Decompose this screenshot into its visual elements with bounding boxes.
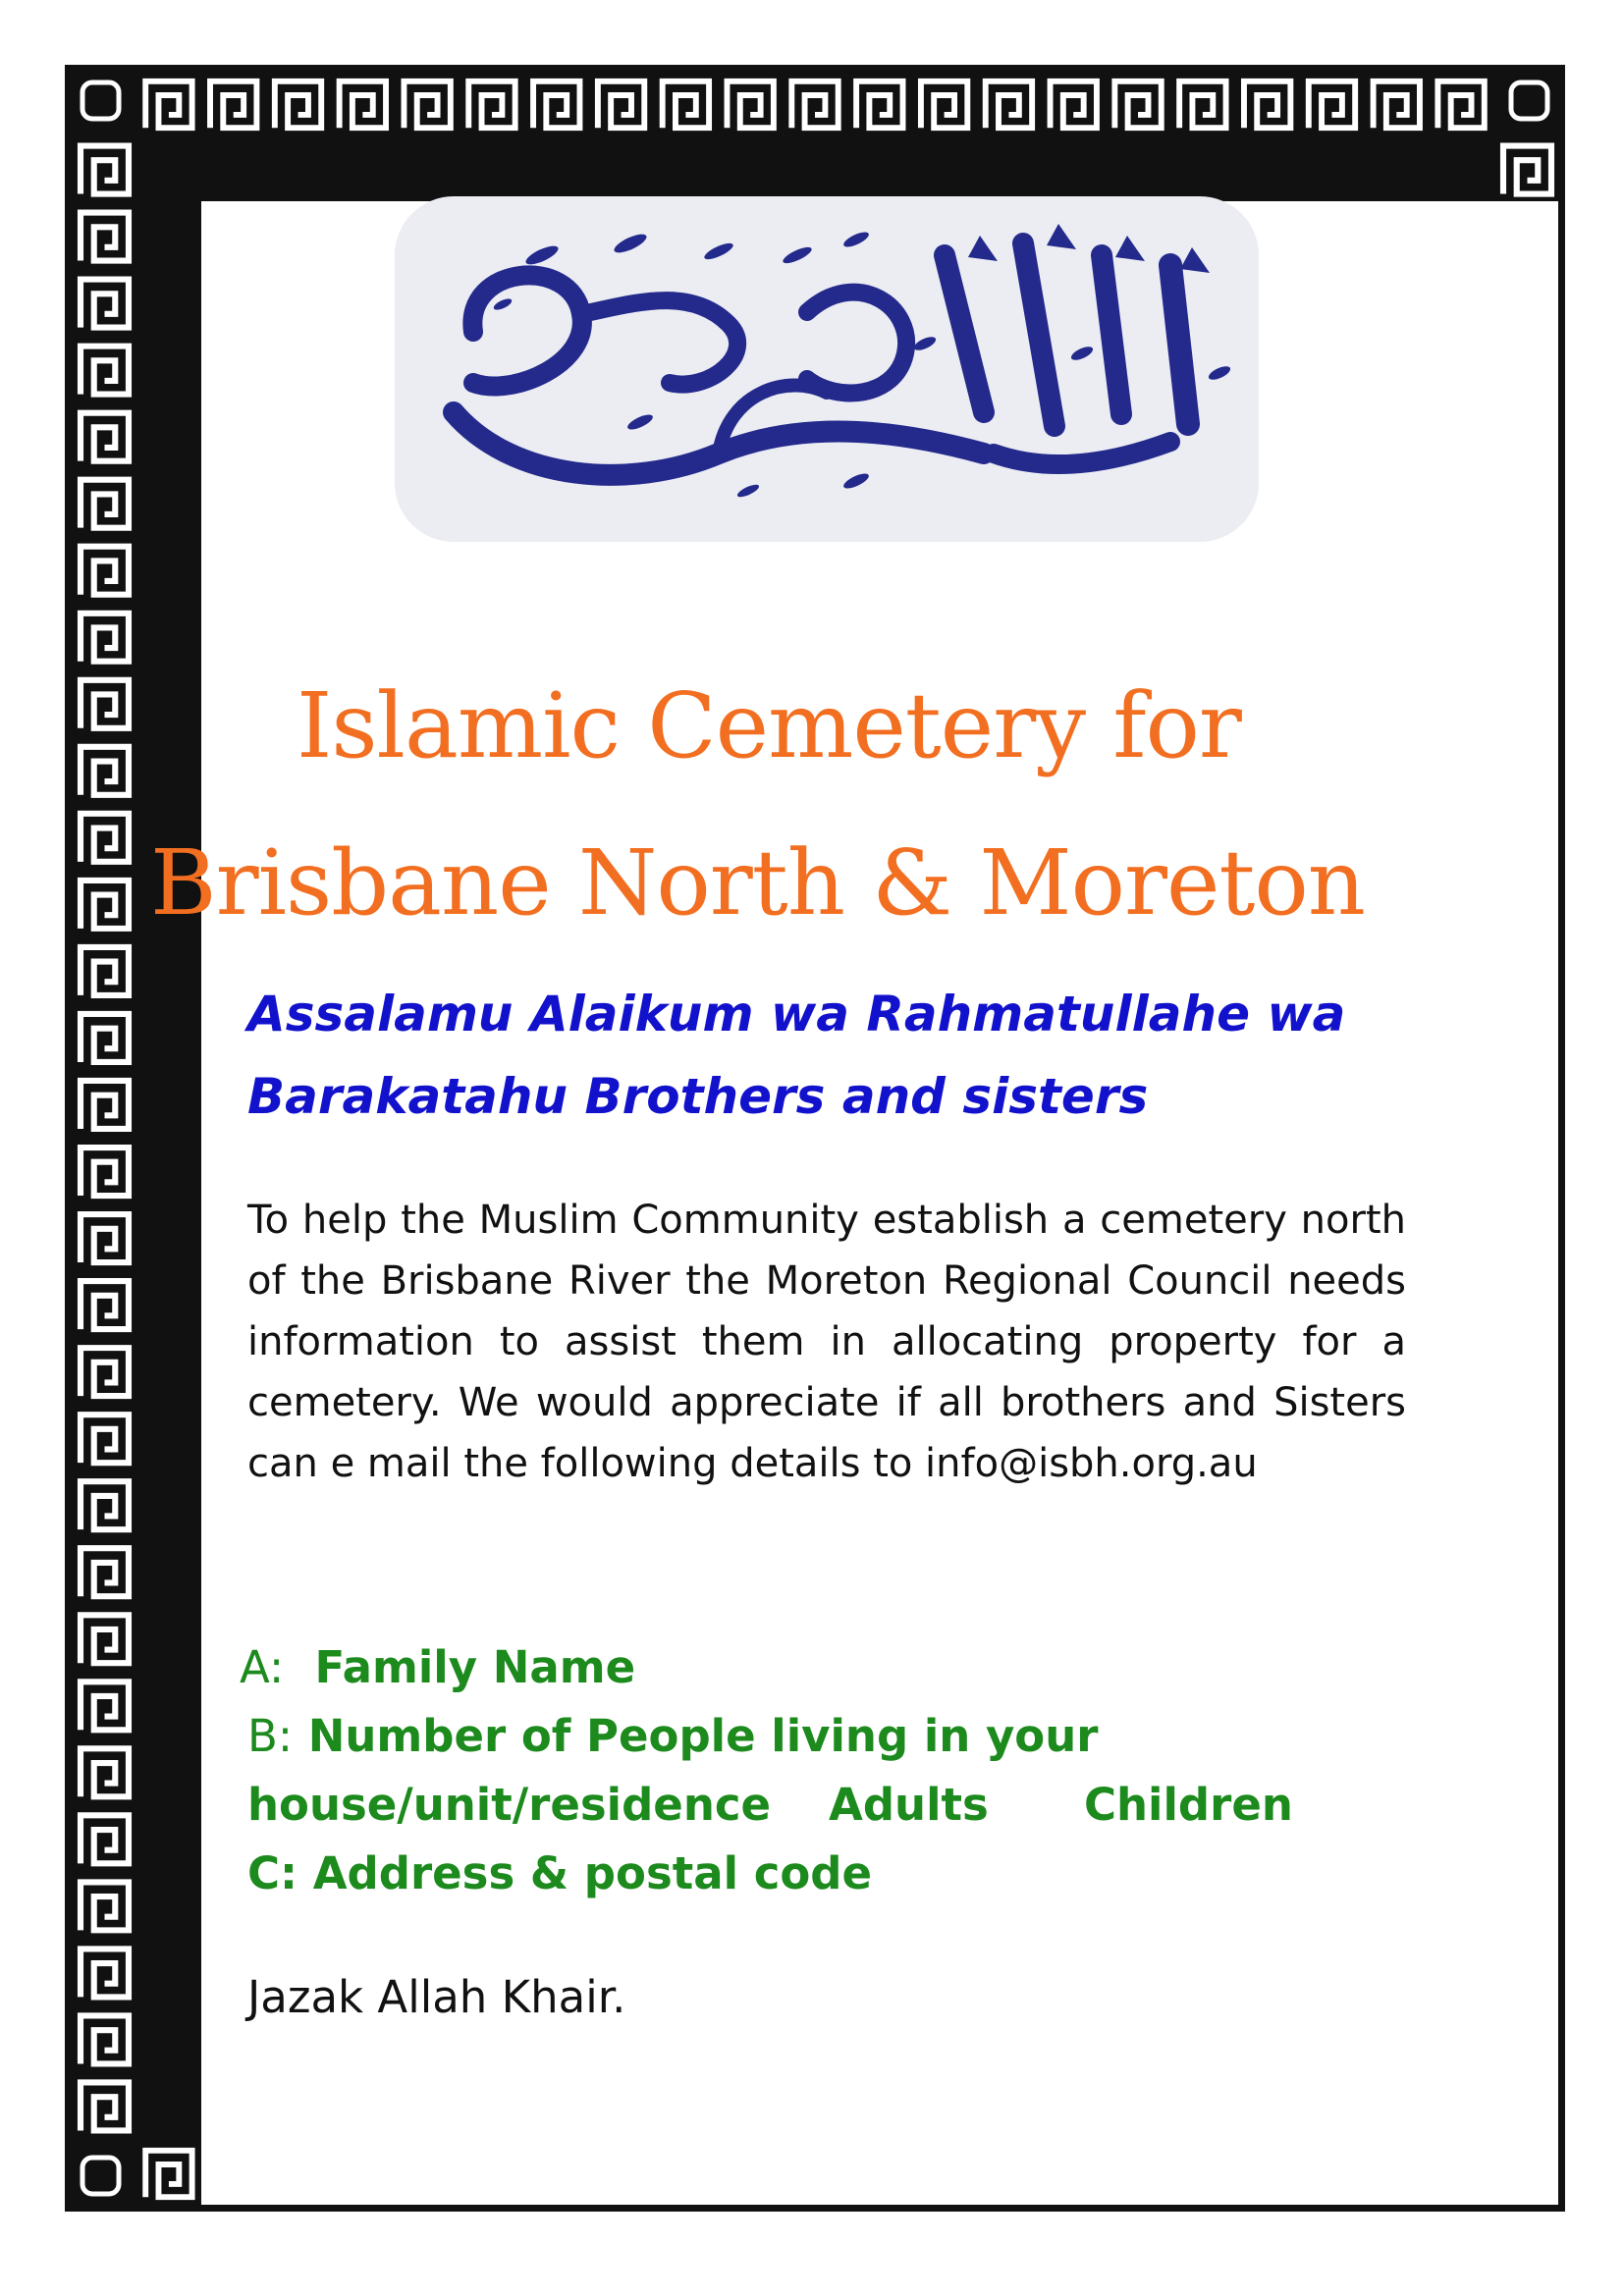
border-tile [533,81,579,128]
border-tile [81,347,129,395]
border-tile [81,1882,129,1930]
border-tile [1114,81,1161,128]
border-tile [663,81,709,128]
border-tile [986,81,1032,128]
field-c-address [247,1847,873,1899]
field-b-children: Children [1084,1779,1293,1831]
border-tile [81,1415,129,1463]
field-c-key: C: [247,1847,298,1899]
border-tile [81,1214,129,1262]
border-tile [210,81,256,128]
border-tile [1051,81,1097,128]
border-tile [1374,81,1420,128]
border-tile [81,480,129,528]
border-tile [81,280,129,328]
border-tile [81,747,129,795]
quran-calligraphy-logo [395,196,1259,542]
border-tile [791,81,838,128]
border-tile [1437,81,1484,128]
border-tile [81,814,129,862]
greeting-line-1: Assalamu Alaikum wa Rahmatullahe wa [247,986,1346,1042]
border-tile [598,81,644,128]
border-tile [81,1481,129,1529]
border-tile [145,81,191,128]
border-tile [81,1081,129,1129]
field-c-label: Address & postal code [312,1847,873,1899]
border-tile [856,81,902,128]
closing-text: Jazak Allah Khair. [247,1971,626,2023]
field-b-key: B: [247,1710,294,1762]
title-line-2: Brisbane North & Moreton [150,830,1366,935]
field-b-people [247,1710,1099,1762]
field-a-label: Family Name [314,1641,636,1693]
border-tile [81,1682,129,1730]
field-b-residence [247,1779,1293,1831]
border-tile [81,146,129,194]
border-corner [82,82,119,119]
border-corner [1511,82,1547,119]
field-b-adults: Adults [829,1779,989,1831]
border-tile [81,1949,129,1997]
border-tile [81,1548,129,1596]
title-line-1: Islamic Cemetery for [297,673,1241,778]
field-b-label: Number of People living in your [307,1710,1099,1762]
border-tile [81,213,129,261]
border-tile [81,1281,129,1329]
border-tile [81,2082,129,2130]
field-b-residence-label: house/unit/residence [247,1779,772,1831]
border-tile [81,413,129,461]
border-tile [81,1148,129,1196]
border-tile [1179,81,1225,128]
greeting-line-2: Barakatahu Brothers and sisters [247,1068,1149,1125]
border-tile [1503,146,1551,194]
border-tile [404,81,450,128]
border-tile [81,1615,129,1663]
border-tile [81,1014,129,1062]
border-tile [81,2015,129,2063]
border-tile [340,81,386,128]
border-tile [81,947,129,995]
border-corner [82,2158,119,2194]
border-tile [1244,81,1290,128]
border-tile [275,81,321,128]
border-tile [81,1748,129,1796]
border-tile [81,680,129,728]
request-paragraph: To help the Muslim Community establish a cemetery north of the Brisbane River the Moreton Regional Council needs information to assist them in allocating property for a cemetery. We would appreciate if all brothers and Sisters can e mail the following details to info@isbh.org.au [247,1198,1406,1486]
border-tile [921,81,967,128]
border-tile [81,547,129,595]
field-a-key: A: [240,1641,285,1693]
border-tile [81,881,129,929]
border-tile [727,81,773,128]
border-tile [81,614,129,662]
border-tile [1309,81,1355,128]
border-tile [81,1348,129,1396]
border-tile [81,1815,129,1863]
border-tile [145,2151,191,2197]
border-tile [468,81,514,128]
field-a-family-name [240,1641,636,1693]
